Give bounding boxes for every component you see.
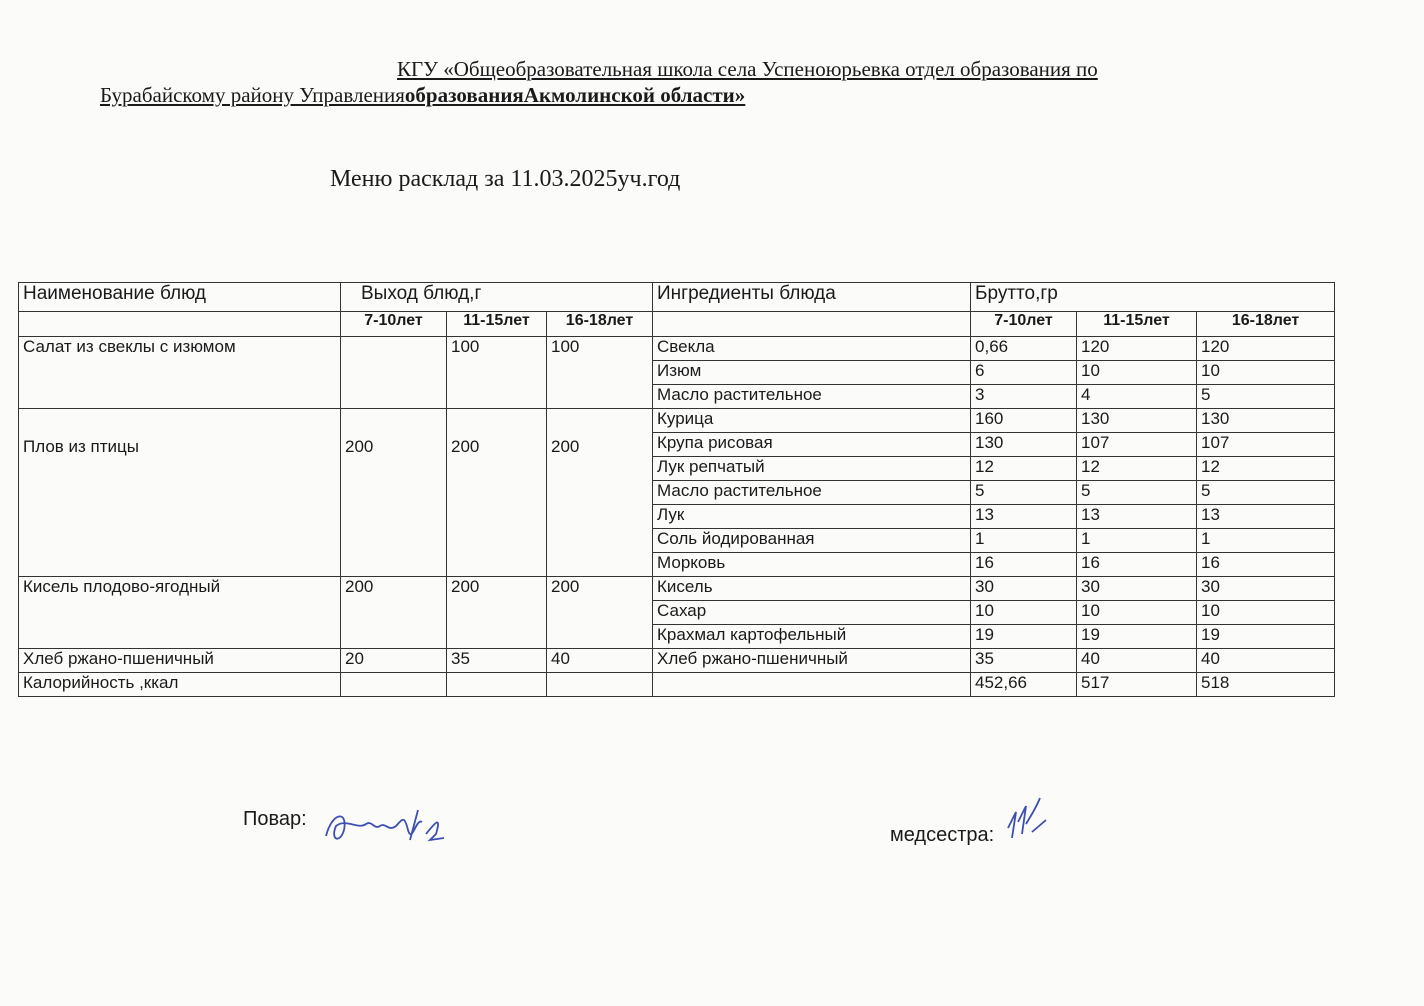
ingredient-name: Морковь: [653, 553, 971, 577]
yield-age-11-15: 11-15лет: [447, 312, 547, 337]
calories-value: 517: [1077, 673, 1197, 697]
ingredient-gross: 5: [1197, 481, 1335, 505]
ingredient-gross: 30: [971, 577, 1077, 601]
gross-age-11-15: 11-15лет: [1077, 312, 1197, 337]
table-row: [19, 649, 1335, 673]
ingredient-name: Свекла: [653, 337, 971, 361]
ingredient-gross: 130: [1197, 409, 1335, 433]
ingredient-gross: 30: [1197, 577, 1335, 601]
ingredient-gross: 30: [1077, 577, 1197, 601]
ingredient-gross: 19: [1197, 625, 1335, 649]
header-line-2-bold: образованияАкмолинской области»: [404, 83, 746, 107]
ingredient-gross: 160: [971, 409, 1077, 433]
dish-yield: [341, 337, 447, 409]
header-yield: Выход блюд,г: [341, 283, 653, 312]
header-line-2-plain: Бурабайскому району Управления: [100, 83, 405, 107]
dish-name: Плов из птицы: [19, 409, 341, 577]
ingredient-gross: 3: [971, 385, 1077, 409]
ingredient-name: Крупа рисовая: [653, 433, 971, 457]
nurse-label: медсестра:: [890, 824, 995, 846]
ingredient-name: Масло растительное: [653, 481, 971, 505]
empty-cell: [653, 312, 971, 337]
gross-age-7-10: 7-10лет: [971, 312, 1077, 337]
ingredient-gross: 13: [1077, 505, 1197, 529]
ingredient-gross: 19: [971, 625, 1077, 649]
dish-yield: 100: [447, 337, 547, 409]
header-line-2: [100, 82, 1210, 108]
ingredient-gross: 16: [1197, 553, 1335, 577]
ingredient-gross: 130: [971, 433, 1077, 457]
empty-cell: [547, 673, 653, 697]
gross-age-16-18: 16-18лет: [1197, 312, 1335, 337]
ingredient-gross: 40: [1197, 649, 1335, 673]
table-row: [19, 577, 1335, 601]
ingredient-gross: 6: [971, 361, 1077, 385]
calories-value: 518: [1197, 673, 1335, 697]
header-ingredients: Ингредиенты блюда: [653, 283, 971, 312]
ingredient-name: Курица: [653, 409, 971, 433]
ingredient-name: Хлеб ржано-пшеничный: [653, 649, 971, 673]
ingredient-gross: 12: [971, 457, 1077, 481]
dish-yield: 200: [447, 577, 547, 649]
page-title: Меню расклад за 11.03.2025уч.год: [330, 166, 681, 192]
dish-yield: 35: [447, 649, 547, 673]
ingredient-name: Изюм: [653, 361, 971, 385]
ingredient-name: Масло растительное: [653, 385, 971, 409]
dish-yield: 200: [341, 577, 447, 649]
ingredient-gross: 10: [1197, 601, 1335, 625]
calories-row: [19, 673, 1335, 697]
ingredient-gross: 130: [1077, 409, 1197, 433]
ingredient-name: Сахар: [653, 601, 971, 625]
ingredient-gross: 13: [1197, 505, 1335, 529]
ingredient-gross: 1: [1197, 529, 1335, 553]
ingredient-gross: 107: [1077, 433, 1197, 457]
ingredient-name: Кисель: [653, 577, 971, 601]
ingredient-gross: 12: [1197, 457, 1335, 481]
ingredient-gross: 19: [1077, 625, 1197, 649]
ingredient-gross: 1: [971, 529, 1077, 553]
dish-name: Салат из свеклы с изюмом: [19, 337, 341, 409]
ingredient-gross: 40: [1077, 649, 1197, 673]
table-header-row: [19, 283, 1335, 312]
menu-table: [18, 282, 1335, 697]
ingredient-gross: 0,66: [971, 337, 1077, 361]
ingredient-gross: 35: [971, 649, 1077, 673]
dish-name: Хлеб ржано-пшеничный: [19, 649, 341, 673]
ingredient-gross: 16: [971, 553, 1077, 577]
yield-age-7-10: 7-10лет: [341, 312, 447, 337]
empty-cell: [447, 673, 547, 697]
dish-yield: 100: [547, 337, 653, 409]
ingredient-gross: 120: [1197, 337, 1335, 361]
ingredient-gross: 13: [971, 505, 1077, 529]
header-dish: Наименование блюд: [19, 283, 341, 312]
ingredient-gross: 10: [971, 601, 1077, 625]
ingredient-gross: 1: [1077, 529, 1197, 553]
ingredient-gross: 10: [1077, 601, 1197, 625]
calories-label: Калорийность ,ккал: [19, 673, 341, 697]
empty-cell: [19, 312, 341, 337]
ingredient-gross: 4: [1077, 385, 1197, 409]
ingredient-gross: 10: [1197, 361, 1335, 385]
ingredient-gross: 12: [1077, 457, 1197, 481]
ingredient-name: Соль йодированная: [653, 529, 971, 553]
dish-yield: 40: [547, 649, 653, 673]
dish-yield: 200: [341, 409, 447, 577]
ingredient-gross: 5: [1077, 481, 1197, 505]
empty-cell: [341, 673, 447, 697]
dish-name: Кисель плодово-ягодный: [19, 577, 341, 649]
empty-cell: [653, 673, 971, 697]
yield-age-16-18: 16-18лет: [547, 312, 653, 337]
dish-yield: 200: [547, 577, 653, 649]
cook-label: Повар:: [243, 808, 307, 830]
ingredient-gross: 16: [1077, 553, 1197, 577]
ingredient-gross: 5: [971, 481, 1077, 505]
header-line-1: КГУ «Общеобразовательная школа села Успеноюрьевка отдел образования по: [397, 57, 1098, 81]
dish-yield: 200: [547, 409, 653, 577]
ingredient-name: Лук: [653, 505, 971, 529]
table-row: [19, 409, 1335, 433]
ingredient-name: Крахмал картофельный: [653, 625, 971, 649]
header-gross: Брутто,гр: [971, 283, 1335, 312]
cook-signature: [318, 800, 448, 852]
age-group-row: [19, 312, 1335, 337]
nurse-signature: [1002, 792, 1050, 850]
ingredient-name: Лук репчатый: [653, 457, 971, 481]
dish-yield: 20: [341, 649, 447, 673]
ingredient-gross: 5: [1197, 385, 1335, 409]
ingredient-gross: 10: [1077, 361, 1197, 385]
document-header: [100, 56, 1210, 108]
ingredient-gross: 120: [1077, 337, 1197, 361]
calories-value: 452,66: [971, 673, 1077, 697]
dish-yield: 200: [447, 409, 547, 577]
table-row: [19, 337, 1335, 361]
ingredient-gross: 107: [1197, 433, 1335, 457]
